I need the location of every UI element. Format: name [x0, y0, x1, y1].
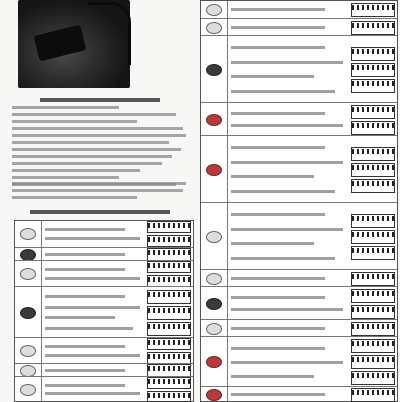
connector-diagrams [351, 19, 395, 36]
instructions-heading [40, 98, 160, 102]
model-list [45, 342, 145, 360]
model-list [231, 291, 349, 316]
logo-cell [201, 270, 228, 287]
connector-diagrams [351, 287, 395, 320]
unknown-logo [206, 22, 222, 34]
table-row [15, 247, 193, 261]
table-row [15, 260, 193, 287]
model-name [231, 75, 314, 78]
logo-cell [201, 1, 228, 18]
model-name [231, 8, 325, 11]
adapter-image [34, 25, 87, 62]
compatibility-table-left [14, 220, 194, 402]
connector-diagrams [147, 287, 191, 338]
logo-cell [15, 221, 42, 247]
model-name [231, 61, 343, 64]
model-name [231, 228, 343, 231]
text-line [12, 176, 119, 179]
text-line [12, 169, 140, 172]
mazda-logo [206, 114, 222, 126]
left-column [0, 0, 196, 400]
table-row [15, 337, 193, 364]
connector-diagram [351, 63, 395, 77]
model-list [45, 225, 145, 243]
model-name [45, 354, 140, 357]
text-line [12, 106, 119, 109]
model-list [231, 341, 349, 383]
model-name [231, 213, 325, 216]
model-name [45, 295, 125, 298]
connector-diagram [147, 338, 191, 350]
table-row [201, 286, 397, 320]
table-row [201, 135, 397, 203]
connector-diagram [351, 388, 395, 402]
logo-cell [201, 203, 228, 270]
connector-diagram [351, 3, 395, 17]
model-list [231, 207, 349, 266]
text-line [12, 182, 186, 185]
note-paragraph [12, 182, 190, 203]
table-row [201, 319, 397, 337]
text-line [12, 162, 162, 165]
opel-logo [206, 273, 222, 285]
model-name [231, 347, 325, 350]
table-heading [30, 210, 170, 214]
ford-logo [20, 307, 36, 319]
connector-diagram [351, 121, 395, 135]
logo-cell [15, 377, 42, 402]
chrysler-logo [20, 268, 36, 280]
model-name [45, 268, 125, 271]
connector-diagram [147, 391, 191, 402]
connector-diagram [351, 105, 395, 119]
connector-diagrams [351, 103, 395, 136]
model-name [231, 112, 325, 115]
model-list [45, 291, 145, 334]
logo-cell [201, 337, 228, 387]
logo-cell [15, 261, 42, 287]
table-row [15, 221, 193, 247]
model-name [231, 175, 314, 178]
text-line [12, 141, 169, 144]
subaru-logo [206, 323, 222, 335]
model-name [45, 384, 125, 387]
text-line [12, 113, 176, 116]
connector-diagram [147, 261, 191, 273]
table-row [201, 336, 397, 387]
connector-diagrams [351, 270, 395, 287]
model-list [231, 23, 349, 32]
logo-cell [15, 287, 42, 338]
connector-diagrams [147, 221, 191, 247]
connector-diagram [351, 230, 395, 244]
connector-diagrams [351, 337, 395, 387]
suzuki-logo [206, 356, 222, 368]
model-list [45, 368, 145, 373]
model-list [231, 107, 349, 132]
model-name [231, 124, 343, 127]
text-line [12, 120, 137, 123]
model-list [231, 274, 349, 283]
model-name [231, 361, 343, 364]
text-line [12, 134, 186, 137]
connector-diagram [147, 322, 191, 336]
model-list [45, 252, 145, 257]
model-name [45, 306, 140, 309]
instructions-list [12, 106, 190, 190]
model-name [231, 327, 325, 330]
model-name [45, 277, 140, 280]
connector-diagram [351, 272, 395, 286]
connector-diagram [351, 371, 395, 385]
table-row [201, 35, 397, 103]
model-list [231, 391, 349, 398]
connector-diagrams [351, 1, 395, 18]
connector-diagram [147, 306, 191, 320]
model-name [45, 327, 133, 330]
connector-diagram [351, 355, 395, 369]
table-row [201, 202, 397, 270]
model-name [45, 253, 125, 256]
product-photo [18, 0, 130, 88]
land-rover-logo [206, 64, 222, 76]
table-row [201, 102, 397, 136]
connector-diagram [351, 79, 395, 93]
connector-diagrams [147, 338, 191, 364]
table-row [201, 1, 397, 18]
model-list [231, 324, 349, 333]
logo-cell [201, 287, 228, 320]
text-line [12, 155, 172, 158]
logo-cell [201, 136, 228, 203]
model-name [231, 375, 314, 378]
model-name [45, 316, 115, 319]
connector-diagram [351, 21, 395, 35]
cable-image [88, 2, 131, 65]
connector-diagram [351, 147, 395, 161]
honda-logo [20, 384, 36, 396]
logo-cell [201, 103, 228, 136]
text-line [12, 148, 181, 151]
model-list [45, 381, 145, 398]
connector-diagram [351, 305, 395, 319]
model-name [45, 228, 125, 231]
connector-diagrams [351, 203, 395, 270]
model-list [231, 40, 349, 99]
connector-diagrams [147, 377, 191, 402]
connector-diagram [351, 47, 395, 61]
brand-logo [206, 4, 222, 16]
logo-cell [201, 36, 228, 103]
connector-diagram [147, 377, 191, 389]
model-name [45, 369, 125, 372]
connector-diagram [147, 221, 191, 233]
connector-diagrams [147, 261, 191, 287]
model-name [45, 392, 140, 395]
model-name [231, 296, 325, 299]
table-row [15, 286, 193, 338]
logo-cell [201, 19, 228, 36]
model-name [45, 345, 125, 348]
mercury-logo [20, 365, 36, 377]
model-list [231, 5, 349, 14]
chevrolet-logo [20, 249, 36, 261]
connector-diagram [351, 163, 395, 177]
text-line [12, 127, 183, 130]
connector-diagram [351, 214, 395, 228]
model-name [231, 90, 335, 93]
text-line [12, 189, 183, 192]
model-name [231, 242, 314, 245]
connector-diagram [351, 289, 395, 303]
table-row [201, 18, 397, 36]
connector-diagram [147, 290, 191, 304]
acura-logo [20, 228, 36, 240]
connector-diagrams [351, 136, 395, 203]
table-row [15, 376, 193, 402]
connector-diagram [351, 179, 395, 193]
connector-diagrams [351, 36, 395, 103]
logo-cell [15, 338, 42, 364]
nissan-logo [206, 231, 222, 243]
model-name [231, 161, 343, 164]
table-row [15, 363, 193, 377]
model-name [231, 393, 325, 396]
connector-diagram [351, 339, 395, 353]
model-list [231, 140, 349, 199]
connector-diagrams [351, 320, 395, 337]
model-name [231, 190, 335, 193]
model-name [45, 237, 140, 240]
table-row [201, 269, 397, 287]
connector-diagram [147, 235, 191, 247]
right-column [200, 0, 400, 400]
connector-diagram [351, 246, 395, 260]
saab-logo [206, 298, 222, 310]
connector-diagram [351, 322, 395, 336]
mitsubishi-logo [206, 164, 222, 176]
logo-cell [201, 320, 228, 337]
model-name [231, 46, 325, 49]
text-line [12, 196, 137, 199]
model-name [231, 26, 325, 29]
model-name [231, 308, 343, 311]
toyota-logo [206, 389, 222, 401]
model-name [231, 277, 325, 280]
compatibility-table-right [200, 0, 398, 402]
model-name [231, 146, 325, 149]
lincoln-logo [20, 345, 36, 357]
model-list [45, 265, 145, 283]
model-name [231, 257, 335, 260]
